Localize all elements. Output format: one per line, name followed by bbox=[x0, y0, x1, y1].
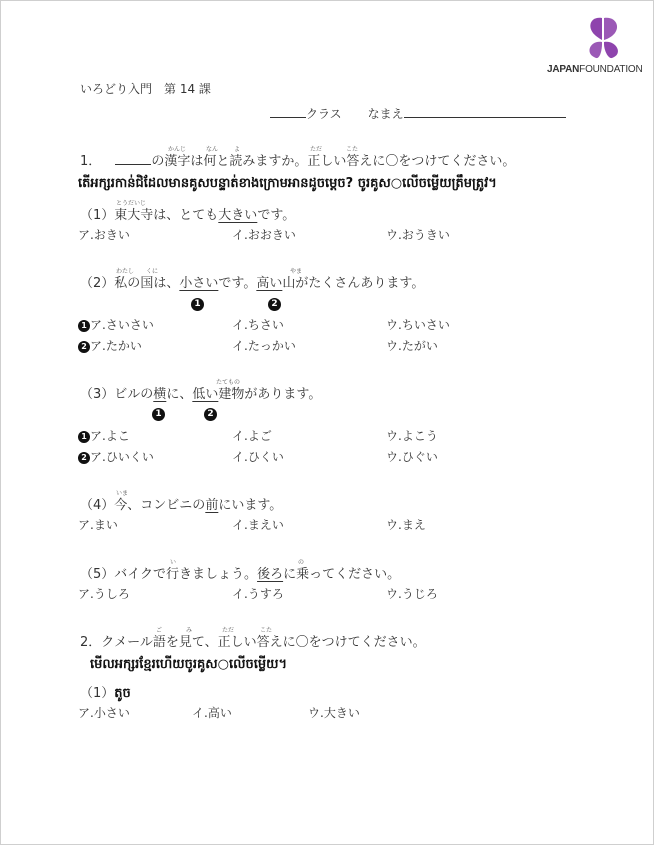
section2-instruction: 2．クメール語を見て、正しい答えに〇をつけてください。 bbox=[80, 635, 426, 650]
target-word: 前 bbox=[205, 498, 219, 513]
option-1-2-2-c[interactable]: ウ.たがい bbox=[386, 339, 438, 353]
option-2-1-c[interactable]: ウ.大きい bbox=[308, 706, 360, 720]
option-2-1-b[interactable]: イ.高い bbox=[192, 706, 232, 720]
question-1-1: （1）東大寺は、とても大きいです。 bbox=[80, 208, 296, 223]
marker-2: 2 bbox=[268, 294, 281, 313]
option-1-3-2-b[interactable]: イ.ひくい bbox=[232, 450, 284, 464]
question-1-4: （4）今、コンビニの前にいます。 bbox=[80, 498, 283, 513]
question-1-5: （5）バイクで行きましょう。後ろに乗ってください。 bbox=[80, 567, 401, 582]
option-1-3-2-a[interactable]: 2 ア.ひいくい bbox=[78, 448, 154, 465]
section1-instruction: 1． の漢字は何と読みますか。正しい答えに〇をつけてください。 bbox=[80, 154, 516, 169]
option-1-3-1-a[interactable]: 1 ア.よこ bbox=[78, 427, 130, 444]
option-1-2-1-b[interactable]: イ.ちさい bbox=[232, 318, 284, 332]
target-word-1: 小さい bbox=[179, 276, 219, 291]
option-1-2-2-b[interactable]: イ.たっかい bbox=[232, 339, 296, 353]
target-word-2: 高い bbox=[256, 276, 283, 291]
option-1-3-1-b[interactable]: イ.よご bbox=[232, 429, 272, 443]
option-1-4-a[interactable]: ア.まい bbox=[78, 518, 118, 532]
option-1-1-c[interactable]: ウ.おうきい bbox=[386, 228, 450, 242]
question-2-1: （1）តូច bbox=[80, 686, 131, 701]
logo-mark bbox=[582, 14, 626, 66]
section1-instruction-khmer: តើអក្សរកាន់ជិដែលមានគូសបន្ទាត់ខាងក្រោមអានដូចម្ដេច? ចូរគូស○លើចម្លើយត្រឹមត្រូវ។ bbox=[78, 176, 497, 191]
option-1-2-2-a[interactable]: 2 ア.たかい bbox=[78, 337, 142, 354]
target-word: 大きい bbox=[218, 208, 258, 223]
option-1-5-a[interactable]: ア.うしろ bbox=[78, 587, 130, 601]
class-name-line[interactable]: クラス なまえ bbox=[270, 105, 566, 122]
option-1-4-c[interactable]: ウ.まえ bbox=[386, 518, 426, 532]
question-1-3: （3）ビルの横に、低い建物があります。 bbox=[80, 387, 322, 402]
underline-example bbox=[115, 164, 151, 165]
marker-1: 1 bbox=[191, 294, 204, 313]
option-1-1-b[interactable]: イ.おおきい bbox=[232, 228, 296, 242]
section2-instruction-khmer: មើលអក្សរខ្មែរហើយចូរគូស○លើចម្លើយ។ bbox=[90, 657, 288, 672]
option-1-5-b[interactable]: イ.うすろ bbox=[232, 587, 284, 601]
logo-text: JAPANFOUNDATION bbox=[547, 64, 643, 75]
option-1-4-b[interactable]: イ.まえい bbox=[232, 518, 284, 532]
name-blank[interactable] bbox=[404, 117, 566, 118]
class-blank[interactable] bbox=[270, 117, 306, 118]
target-word: 後ろ bbox=[257, 567, 284, 582]
option-1-2-1-c[interactable]: ウ.ちいさい bbox=[386, 318, 450, 332]
target-word-1: 横 bbox=[153, 387, 167, 402]
marker-1: 1 bbox=[152, 404, 165, 423]
marker-2: 2 bbox=[204, 404, 217, 423]
option-1-3-2-c[interactable]: ウ.ひぐい bbox=[386, 450, 438, 464]
option-1-5-c[interactable]: ウ.うじろ bbox=[386, 587, 438, 601]
option-1-3-1-c[interactable]: ウ.よこう bbox=[386, 429, 438, 443]
option-2-1-a[interactable]: ア.小さい bbox=[78, 706, 130, 720]
course-title: いろどり入門 第 14 課 bbox=[80, 82, 211, 96]
option-1-2-1-a[interactable]: 1 ア.さいさい bbox=[78, 316, 154, 333]
target-word-2: 低い bbox=[192, 387, 219, 402]
option-1-1-a[interactable]: ア.おきい bbox=[78, 228, 130, 242]
butterfly-icon bbox=[582, 14, 626, 62]
question-1-2: （2）私の国は、小さいです。高い山がたくさんあります。 bbox=[80, 276, 425, 291]
